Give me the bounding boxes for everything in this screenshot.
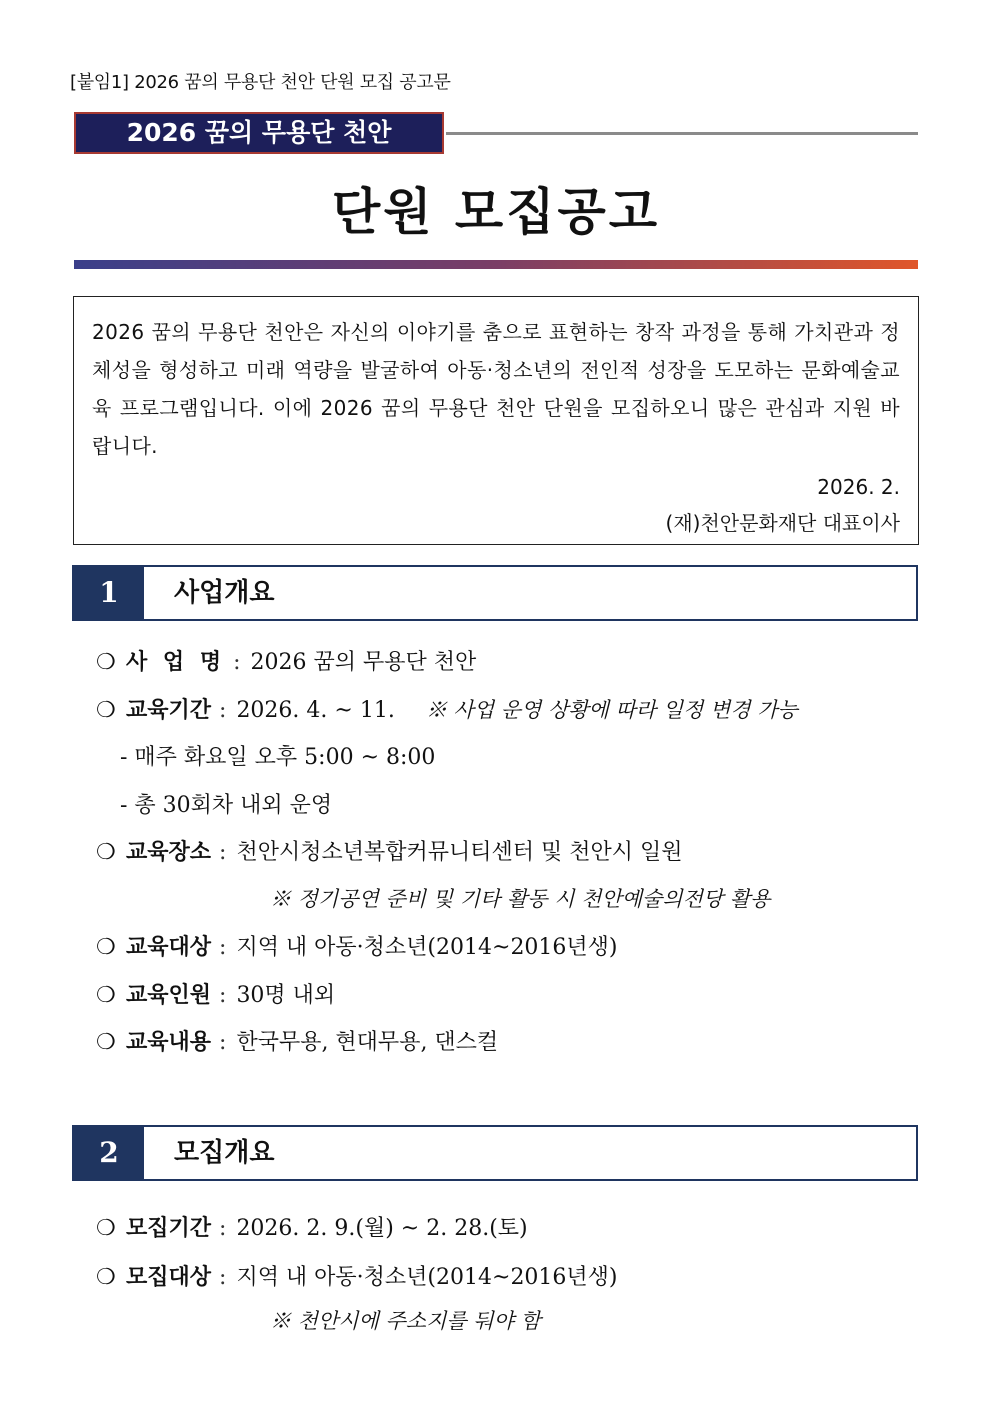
recruitment-note: ※ 천안시에 주소지를 둬야 함: [270, 1309, 541, 1333]
main-title: 단원 모집공고: [331, 183, 661, 241]
circle-bullet-icon: ❍: [96, 698, 116, 723]
item-value: 2026 꿈의 무용단 천안: [250, 650, 477, 675]
item-value: 2026. 4. ~ 11.: [236, 698, 395, 723]
item-label: 교육인원: [126, 982, 212, 1008]
section-title: 모집개요: [174, 1138, 275, 1168]
section-number: 1: [74, 567, 144, 619]
item-project-name: ❍ 사 업 명 : 2026 꿈의 무용단 천안: [96, 645, 476, 676]
item-note: ※ 사업 운영 상황에 따라 일정 변경 가능: [425, 698, 798, 722]
item-label: 사 업 명: [126, 649, 226, 675]
program-title: 2026 꿈의 무용단 천안: [126, 118, 392, 147]
item-value: 30명 내외: [236, 983, 336, 1008]
circle-bullet-icon: ❍: [96, 983, 116, 1008]
circle-bullet-icon: ❍: [96, 1265, 116, 1290]
circle-bullet-icon: ❍: [96, 650, 116, 675]
attachment-label: [붙임1] 2026 꿈의 무용단 천안 단원 모집 공고문: [70, 72, 451, 93]
section-title: 사업개요: [174, 578, 275, 608]
item-education-capacity: ❍ 교육인원 : 30명 내외: [96, 978, 335, 1009]
item-label: 교육장소: [126, 839, 212, 865]
gradient-divider: [74, 260, 918, 269]
item-label: 모집기간: [126, 1215, 212, 1241]
item-value: 한국무용, 현대무용, 댄스컬: [236, 1030, 499, 1055]
item-education-content: ❍ 교육내용 : 한국무용, 현대무용, 댄스컬: [96, 1025, 498, 1056]
circle-bullet-icon: ❍: [96, 840, 116, 865]
circle-bullet-icon: ❍: [96, 1216, 116, 1241]
item-education-location: ❍ 교육장소 : 천안시청소년복합커뮤니티센터 및 천안시 일원: [96, 835, 682, 866]
title-divider-line: [446, 132, 918, 135]
section-header-overview: [72, 565, 918, 621]
circle-bullet-icon: ❍: [96, 935, 116, 960]
item-recruitment-target: ❍ 모집대상 : 지역 내 아동·청소년(2014~2016년생): [96, 1260, 618, 1291]
circle-bullet-icon: ❍: [96, 1030, 116, 1055]
item-value: 지역 내 아동·청소년(2014~2016년생): [236, 935, 618, 960]
item-value: 천안시청소년복합커뮤니티센터 및 천안시 일원: [236, 840, 683, 865]
intro-signature: (재)천안문화재단 대표이사: [665, 511, 900, 535]
intro-box: [73, 296, 919, 545]
intro-text: 2026 꿈의 무용단 천안은 자신의 이야기를 춤으로 표현하는 창작 과정을 통해 가치관과 정체성을 형성하고 미래 역량을 발굴하여 아동·청소년의 전인적 성장을 도모하는 문화예술교육 프로그램입니다. 이에 2026 꿈의 무용단 천안 단원을 모집하오니 많은 관심과 지원 바랍니다.: [92, 320, 900, 458]
item-label: 교육기간: [126, 697, 212, 723]
item-education-period: ❍ 교육기간 : 2026. 4. ~ 11. ※ 사업 운영 상황에 따라 일정 변경 가능: [96, 693, 798, 724]
item-recruitment-period: ❍ 모집기간 : 2026. 2. 9.(월) ~ 2. 28.(토): [96, 1211, 528, 1242]
section-number: 2: [74, 1127, 144, 1179]
location-note: ※ 정기공연 준비 및 기타 활동 시 천안예술의전당 활용: [270, 887, 771, 911]
intro-date: 2026. 2.: [817, 475, 900, 499]
sub-item-schedule: - 매주 화요일 오후 5:00 ~ 8:00: [120, 745, 436, 770]
item-label: 교육내용: [126, 1029, 212, 1055]
item-value: 지역 내 아동·청소년(2014~2016년생): [236, 1265, 618, 1290]
sub-item-sessions: - 총 30회차 내외 운영: [120, 793, 333, 818]
item-label: 교육대상: [126, 934, 212, 960]
section-header-recruitment: [72, 1125, 918, 1181]
program-title-box: [74, 112, 444, 154]
item-value: 2026. 2. 9.(월) ~ 2. 28.(토): [236, 1216, 528, 1241]
item-education-target: ❍ 교육대상 : 지역 내 아동·청소년(2014~2016년생): [96, 930, 618, 961]
item-label: 모집대상: [126, 1264, 212, 1290]
